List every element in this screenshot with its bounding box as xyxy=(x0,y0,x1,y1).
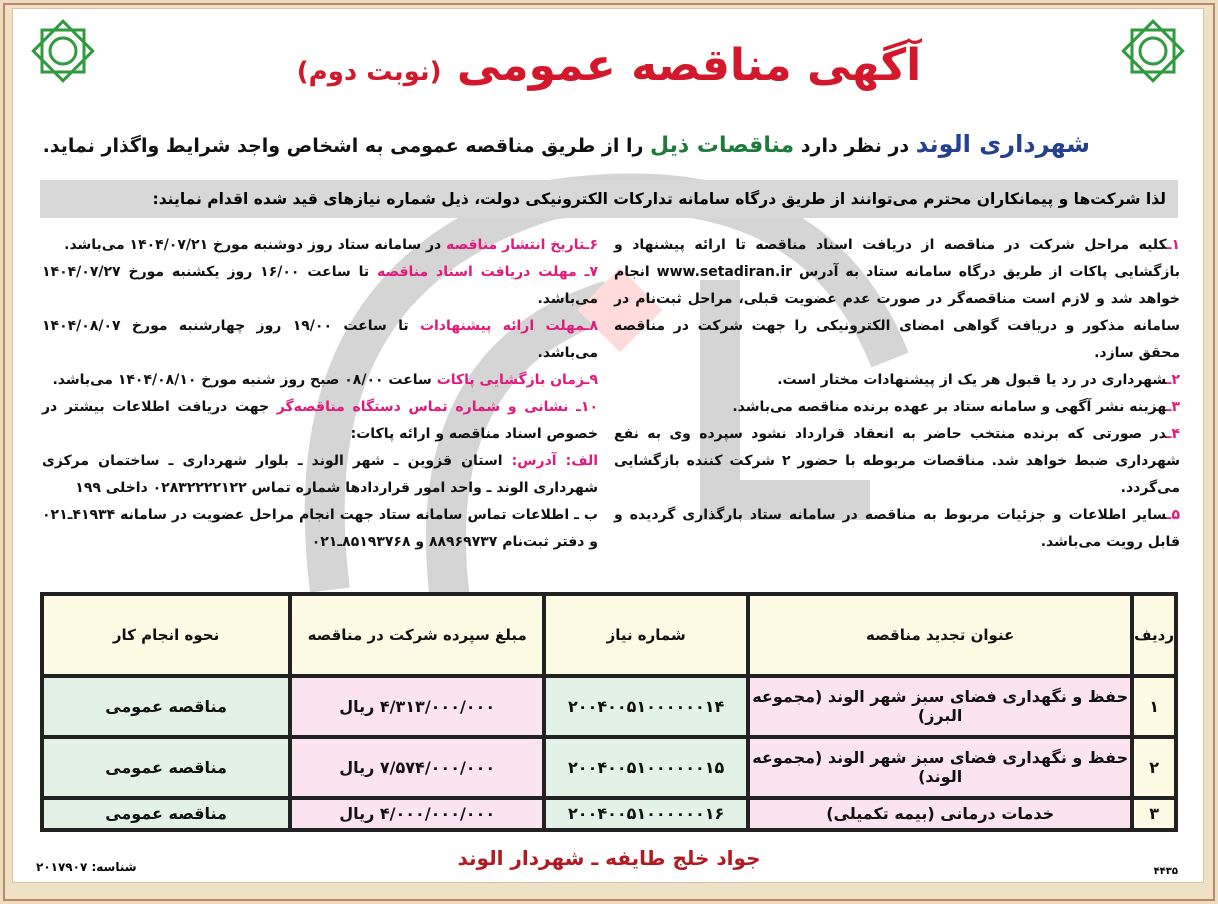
table-header xyxy=(44,596,1174,674)
cell: ۲۰۰۴۰۰۵۱۰۰۰۰۰۰۱۵ xyxy=(546,739,746,796)
col-row: ردیف xyxy=(1134,596,1174,674)
col-deposit: مبلغ سپرده شرکت در مناقصه xyxy=(292,596,542,674)
table-row xyxy=(44,678,1174,735)
condition-item: ۷ـ مهلت دریافت اسناد مناقصه تا ساعت ۱۶/۰۰ روز یکشنبه مورخ ۱۴۰۴/۰۷/۲۷ می‌باشد. xyxy=(42,264,598,307)
cell: ۱ xyxy=(1134,678,1174,735)
cell: حفظ و نگهداری فضای سبز شهر الوند (مجموعه الوند) xyxy=(750,739,1130,796)
condition-item: ۵ـسایر اطلاعات و جزئیات مربوط به مناقصه در سامانه ستاد بارگذاری گردیده و قابل رویت می‌باشد. xyxy=(614,507,1180,550)
instruction-band: لذا شرکت‌ها و پیمانکاران محترم می‌توانند از طریق درگاه سامانه تدارکات الکترونیکی دولت، ذیل شماره نیازهای قید شده اقدام نمایند: xyxy=(40,180,1178,218)
col-method: نحوه انجام کار xyxy=(44,596,288,674)
condition-item: ۲ـشهرداری در رد یا قبول هر یک از پیشنهادات مختار است. xyxy=(777,372,1180,388)
cell: ۲۰۰۴۰۰۵۱۰۰۰۰۰۰۱۴ xyxy=(546,678,746,735)
page-number: ۴۴۳۵ xyxy=(1153,866,1178,877)
condition-item: ۱۰ـ نشانی و شماره تماس دستگاه مناقصه‌گر جهت دریافت اطلاعات بیشتر در خصوص اسناد مناقصه و ارائه پاکات: xyxy=(42,399,598,442)
condition-item: ۹ـزمان بازگشایی پاکات ساعت ۰۸/۰۰ صبح روز شنبه مورخ ۱۴۰۴/۰۸/۱۰ می‌باشد. xyxy=(52,372,598,388)
cell: ۷/۵۷۴/۰۰۰/۰۰۰ ریال xyxy=(292,739,542,796)
cell: ۴/۳۱۳/۰۰۰/۰۰۰ ریال xyxy=(292,678,542,735)
signature: جواد خلج طایفه ـ شهردار الوند xyxy=(457,846,761,870)
condition-item: ۴ـدر صورتی که برنده منتخب حاضر به انعقاد قرارداد نشود سپرده وی به نفع شهرداری ضبط خواهد شد. مناقصات مربوطه با حضور ۲ شرکت کننده بازگشایی می‌گردد. xyxy=(614,426,1181,496)
notice-id: شناسه: ۲۰۱۷۹۰۷ xyxy=(36,860,137,874)
condition-item: ۸ـمهلت ارائه پیشنهادات تا ساعت ۱۹/۰۰ روز چهارشنبه مورخ ۱۴۰۴/۰۸/۰۷ می‌باشد. xyxy=(42,318,598,361)
condition-item: ۱ـکلیه مراحل شرکت در مناقصه از دریافت اسناد مناقصه تا ارائه پیشنهاد و بازگشایی پاکات از طریق درگاه سامانه ستاد به آدرس www.setadiran.ir انجام خواهد شد و لازم است مناقصه‌گر در صورت عدم عضویت قبلی، مراحل ثبت‌نام در سامانه مذکور و دریافت گواهی امضای الکترونیکی را جهت شرکت در مناقصه محقق سازد. xyxy=(614,237,1180,361)
col-need-number: شماره نیاز xyxy=(546,596,746,674)
cell: ۲ xyxy=(1134,739,1174,796)
cell: مناقصه عمومی xyxy=(44,678,288,735)
col-title: عنوان تجدید مناقصه xyxy=(750,596,1130,674)
conditions-left xyxy=(42,232,598,556)
table-row xyxy=(44,739,1174,796)
cell: مناقصه عمومی xyxy=(44,800,288,828)
cell: خدمات درمانی (بیمه تکمیلی) xyxy=(750,800,1130,828)
notice-title: آگهی مناقصه عمومی (نوبت دوم) xyxy=(296,40,922,91)
condition-item: ۳ـهزینه نشر آگهی و سامانه ستاد بر عهده برنده مناقصه می‌باشد. xyxy=(732,399,1180,415)
cell: ۳ xyxy=(1134,800,1174,828)
condition-item: الف: آدرس: استان قزوین ـ شهر الوند ـ بلوار شهرداری ـ ساختمان مرکزی شهرداری الوند ـ واحد امور قراردادها شماره تماس ۰۲۸۳۲۲۲۲۱۲۲ داخلی ۱۹۹ xyxy=(42,453,598,496)
cell: ۲۰۰۴۰۰۵۱۰۰۰۰۰۰۱۶ xyxy=(546,800,746,828)
cell: ۴/۰۰۰/۰۰۰/۰۰۰ ریال xyxy=(292,800,542,828)
cell: حفظ و نگهداری فضای سبز شهر الوند (مجموعه البرز) xyxy=(750,678,1130,735)
tender-table xyxy=(40,592,1178,832)
table-row xyxy=(44,800,1174,828)
cell: مناقصه عمومی xyxy=(44,739,288,796)
conditions-right xyxy=(614,232,1180,556)
intro-line: شهرداری الوند در نظر دارد مناقصات ذیل را از طریق مناقصه عمومی به اشخاص واجد شرایط واگذار نماید. xyxy=(42,130,1090,158)
condition-item: ۶ـتاریخ انتشار مناقصه در سامانه ستاد روز دوشنبه مورخ ۱۴۰۴/۰۷/۲۱ می‌باشد. xyxy=(64,237,598,253)
condition-item: ب ـ اطلاعات تماس سامانه ستاد جهت انجام مراحل عضویت در سامانه ۴۱۹۳۴ـ۰۲۱ و دفتر ثبت‌نام ۸۸۹۶۹۷۳۷ و ۸۵۱۹۳۷۶۸ـ۰۲۱ xyxy=(42,507,598,550)
